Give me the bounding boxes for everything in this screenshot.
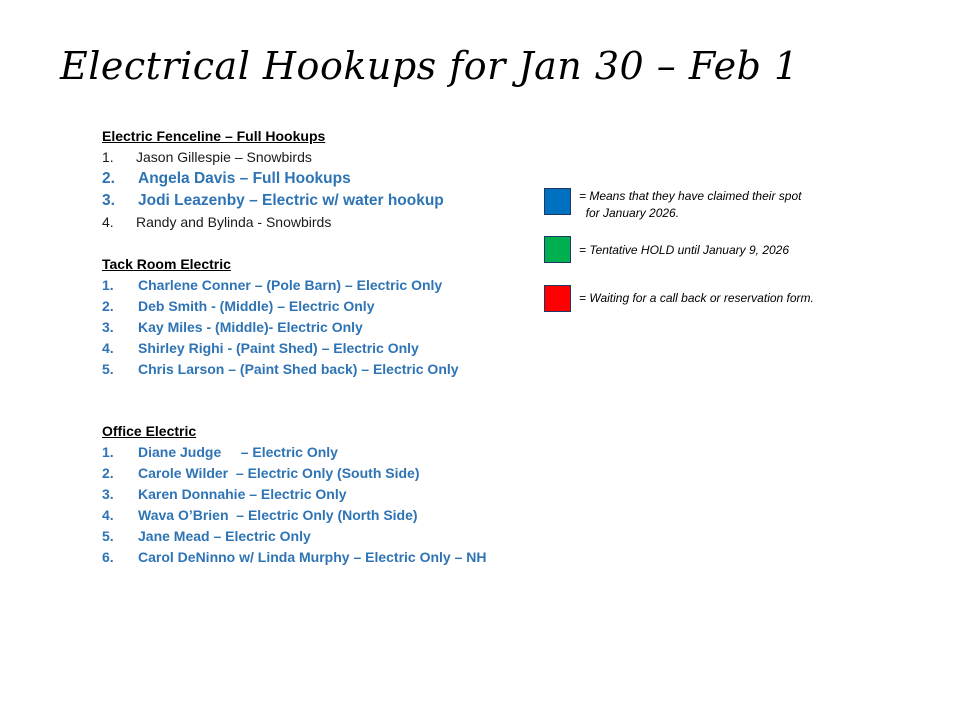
legend-line: = Waiting for a call back or reservation form. — [579, 291, 814, 305]
legend-text — [579, 188, 801, 222]
legend-line: = Tentative HOLD until January 9, 2026 — [579, 243, 790, 257]
item-text: Karen Donnahie – Electric Only — [138, 486, 347, 502]
section-title: Office Electric — [102, 423, 197, 439]
list-item — [102, 168, 444, 190]
list-item — [102, 190, 444, 212]
list-item — [102, 275, 459, 296]
item-text: Jane Mead – Electric Only — [138, 528, 311, 544]
section-office-electric — [102, 421, 487, 568]
item-number: 5. — [102, 528, 114, 544]
list-item — [102, 317, 459, 338]
item-text: Diane Judge – Electric Only — [138, 444, 338, 460]
item-text: Randy and Bylinda - Snowbirds — [136, 214, 332, 230]
legend-text — [579, 242, 789, 259]
section-electric-fenceline — [102, 126, 444, 233]
section-title: Tack Room Electric — [102, 256, 231, 272]
item-number: 4. — [102, 507, 114, 523]
green-swatch — [544, 236, 571, 263]
item-number: 2. — [102, 298, 114, 314]
item-number: 6. — [102, 549, 114, 565]
item-number: 1. — [102, 149, 114, 165]
item-text: Kay Miles - (Middle)- Electric Only — [138, 319, 363, 335]
legend-line: for January 2026. — [579, 206, 680, 220]
list-item — [102, 338, 459, 359]
item-text: Jason Gillespie – Snowbirds — [136, 149, 312, 165]
item-text: Charlene Conner – (Pole Barn) – Electric Only — [138, 277, 443, 293]
list-item — [102, 547, 487, 568]
list-item — [102, 484, 487, 505]
legend-text — [579, 290, 814, 307]
section-tack-room-electric — [102, 254, 459, 380]
item-number: 3. — [102, 486, 114, 502]
item-number: 3. — [102, 319, 114, 335]
list-item — [102, 505, 487, 526]
section-title: Electric Fenceline – Full Hookups — [102, 128, 326, 144]
list-item — [102, 526, 487, 547]
item-text: Carol DeNinno w/ Linda Murphy – Electric Only – NH — [138, 549, 487, 565]
list-item — [102, 359, 459, 380]
item-number: 3. — [102, 192, 115, 209]
item-number: 1. — [102, 444, 114, 460]
blue-swatch — [544, 188, 571, 215]
item-text: Wava O’Brien – Electric Only (North Side) — [138, 507, 418, 523]
list-item — [102, 463, 487, 484]
item-number: 2. — [102, 465, 114, 481]
item-number: 5. — [102, 361, 114, 377]
item-text: Chris Larson – (Paint Shed back) – Electric Only — [138, 361, 459, 377]
item-text: Deb Smith - (Middle) – Electric Only — [138, 298, 375, 314]
item-text: Shirley Righi - (Paint Shed) – Electric Only — [138, 340, 419, 356]
red-swatch — [544, 285, 571, 312]
item-text: Angela Davis – Full Hookups — [138, 170, 351, 187]
list-item — [102, 296, 459, 317]
legend-line: = Means that they have claimed their spot — [579, 189, 802, 203]
item-text: Carole Wilder – Electric Only (South Side) — [138, 465, 420, 481]
list-item — [102, 212, 444, 233]
item-number: 4. — [102, 214, 114, 230]
item-text: Jodi Leazenby – Electric w/ water hookup — [138, 192, 444, 209]
item-number: 4. — [102, 340, 114, 356]
item-number: 1. — [102, 277, 114, 293]
list-item — [102, 442, 487, 463]
item-number: 2. — [102, 170, 115, 187]
page-title: Electrical Hookups for Jan 30 – Feb 1 — [60, 44, 799, 88]
list-item — [102, 147, 444, 168]
